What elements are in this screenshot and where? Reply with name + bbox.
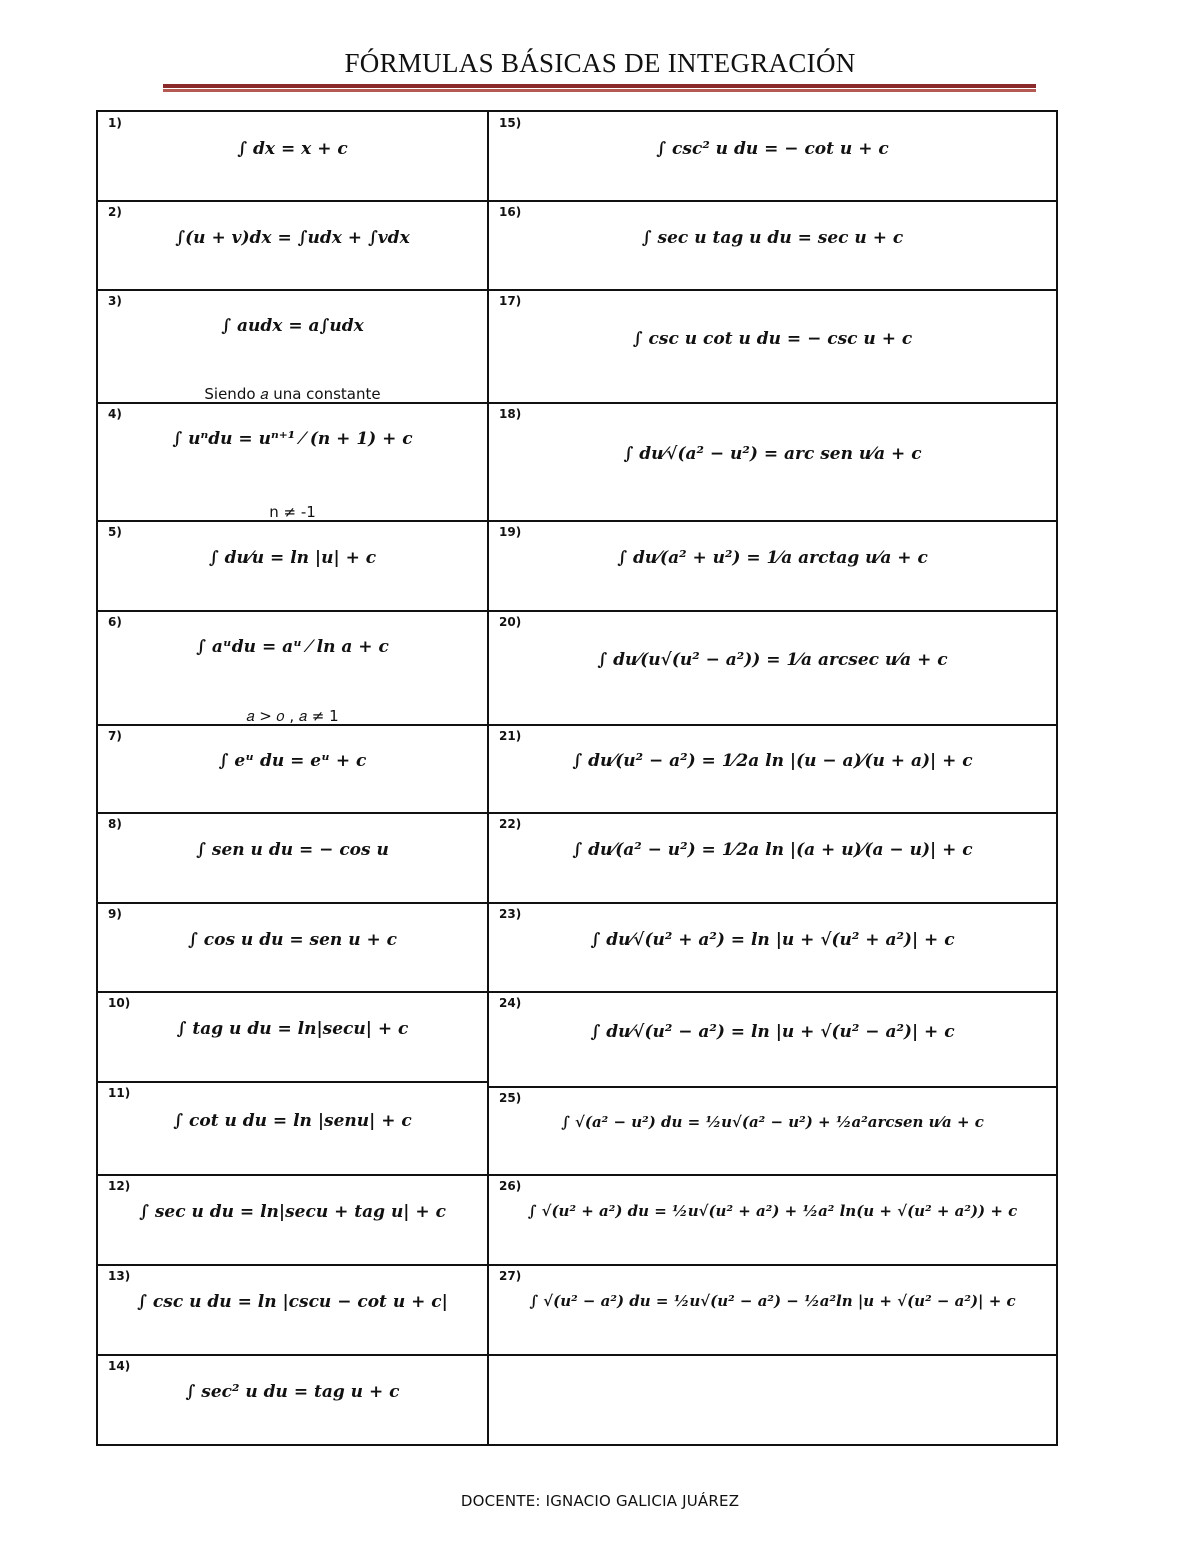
formula-expression: ∫ tag u du = ln|secu| + c xyxy=(176,1019,409,1039)
formula-cell xyxy=(98,725,487,813)
formula-cell xyxy=(489,992,1056,1087)
formula-cell xyxy=(98,903,487,992)
formula-expression: ∫ eᵘ du = eᵘ + c xyxy=(218,751,367,771)
formula-expression: ∫ √(u² − a²) du = ½u√(u² − a²) − ½a²ln |u + √(u² − a²)| + c xyxy=(529,1292,1016,1310)
formula-expression: ∫ dx = x + c xyxy=(237,138,348,159)
formula-cell xyxy=(98,1082,487,1175)
formula-condition: 𝑎 > 𝑜 , 𝑎 ≠ 1 xyxy=(246,707,339,725)
formula-number: 6) xyxy=(108,615,122,629)
formula-cell xyxy=(98,521,487,611)
formula-number: 27) xyxy=(499,1269,522,1283)
formula-condition: n ≠ -1 xyxy=(269,503,316,521)
formula-number: 24) xyxy=(499,996,522,1010)
formula-cell xyxy=(98,1355,487,1444)
formula-number: 21) xyxy=(499,729,522,743)
formula-number: 1) xyxy=(108,116,122,130)
formula-expression: ∫ du⁄(u² − a²) = 1⁄2a ln |(u − a)⁄(u + a)| + c xyxy=(572,751,973,771)
formula-number: 5) xyxy=(108,525,122,539)
formula-cell xyxy=(98,403,487,521)
formula-cell xyxy=(489,201,1056,290)
formula-cell xyxy=(489,1265,1056,1355)
formula-number: 8) xyxy=(108,817,122,831)
formula-expression: ∫(u + v)dx = ∫udx + ∫vdx xyxy=(175,227,410,248)
formula-expression: ∫ du⁄(u√(u² − a²)) = 1⁄a arcsec u⁄a + c xyxy=(597,650,948,670)
formula-expression: ∫ csc u cot u du = − csc u + c xyxy=(632,328,913,349)
formula-cell xyxy=(98,611,487,725)
formula-expression: ∫ audx = a∫udx xyxy=(221,316,364,336)
formula-expression: ∫ sec² u du = tag u + c xyxy=(185,1381,400,1402)
formula-expression: ∫ csc u du = ln |cscu − cot u + c| xyxy=(137,1292,448,1312)
formula-number: 22) xyxy=(499,817,522,831)
formula-cell xyxy=(489,1087,1056,1175)
formula-table xyxy=(96,110,1058,1446)
formula-expression: ∫ cot u du = ln |senu| + c xyxy=(173,1110,412,1131)
formula-expression: ∫ du⁄√(u² − a²) = ln |u + √(u² − a²)| + c xyxy=(590,1021,955,1042)
formula-expression: ∫ sec u du = ln|secu + tag u| + c xyxy=(139,1202,446,1222)
formula-expression: ∫ du⁄(a² − u²) = 1⁄2a ln |(a + u)⁄(a − u)| + c xyxy=(572,840,973,860)
formula-number: 16) xyxy=(499,205,522,219)
formula-cell xyxy=(489,903,1056,992)
formula-cell xyxy=(98,1265,487,1355)
formula-number: 4) xyxy=(108,407,122,421)
formula-expression: ∫ du⁄(a² + u²) = 1⁄a arctag u⁄a + c xyxy=(617,548,928,568)
formula-cell xyxy=(98,290,487,403)
formula-cell xyxy=(489,1175,1056,1265)
formula-expression: ∫ √(a² − u²) du = ½u√(a² − u²) + ½a²arcsen u⁄a + c xyxy=(561,1113,984,1131)
formula-number: 12) xyxy=(108,1179,131,1193)
formula-cell xyxy=(98,813,487,903)
page-title: FÓRMULAS BÁSICAS DE INTEGRACIÓN xyxy=(344,48,856,78)
formula-condition: Siendo 𝑎 una constante xyxy=(204,385,381,403)
formula-cell xyxy=(489,813,1056,903)
formula-number: 25) xyxy=(499,1091,522,1105)
formula-cell xyxy=(489,290,1056,403)
formula-cell xyxy=(489,403,1056,521)
formula-expression: ∫ du⁄√(u² + a²) = ln |u + √(u² + a²)| + c xyxy=(590,929,955,950)
formula-number: 14) xyxy=(108,1359,131,1373)
formula-expression: ∫ cos u du = sen u + c xyxy=(187,929,397,950)
formula-expression: ∫ du⁄u = ln |u| + c xyxy=(208,548,377,568)
formula-expression: ∫ √(u² + a²) du = ½u√(u² + a²) + ½a² ln(u + √(u² + a²)) + c xyxy=(527,1202,1018,1220)
formula-cell xyxy=(489,611,1056,725)
formula-number: 2) xyxy=(108,205,122,219)
formula-number: 9) xyxy=(108,907,122,921)
title-rule-light xyxy=(163,89,1036,92)
formula-expression: ∫ du⁄√(a² − u²) = arc sen u⁄a + c xyxy=(623,444,922,464)
formula-number: 19) xyxy=(499,525,522,539)
formula-expression: ∫ aᵘdu = aᵘ ⁄ ln a + c xyxy=(196,637,389,657)
formula-number: 23) xyxy=(499,907,522,921)
formula-number: 18) xyxy=(499,407,522,421)
formula-number: 20) xyxy=(499,615,522,629)
formula-number: 26) xyxy=(499,1179,522,1193)
formula-cell xyxy=(489,112,1056,201)
formula-expression: ∫ sen u du = − cos u xyxy=(196,840,389,860)
formula-number: 15) xyxy=(499,116,522,130)
title-rule-dark xyxy=(163,84,1036,88)
formula-cell xyxy=(489,725,1056,813)
formula-expression: ∫ sec u tag u du = sec u + c xyxy=(641,227,904,248)
formula-expression: ∫ uⁿdu = uⁿ⁺¹ ⁄ (n + 1) + c xyxy=(172,429,413,449)
formula-cell xyxy=(98,1175,487,1265)
formula-cell xyxy=(98,201,487,290)
formula-number: 17) xyxy=(499,294,522,308)
formula-number: 10) xyxy=(108,996,131,1010)
formula-number: 7) xyxy=(108,729,122,743)
footer-author: DOCENTE: IGNACIO GALICIA JUÁREZ xyxy=(460,1492,740,1510)
formula-number: 11) xyxy=(108,1086,131,1100)
formula-number: 13) xyxy=(108,1269,131,1283)
formula-expression: ∫ csc² u du = − cot u + c xyxy=(656,138,889,159)
formula-cell xyxy=(98,112,487,201)
formula-number: 3) xyxy=(108,294,122,308)
formula-cell xyxy=(98,992,487,1082)
formula-cell xyxy=(489,521,1056,611)
